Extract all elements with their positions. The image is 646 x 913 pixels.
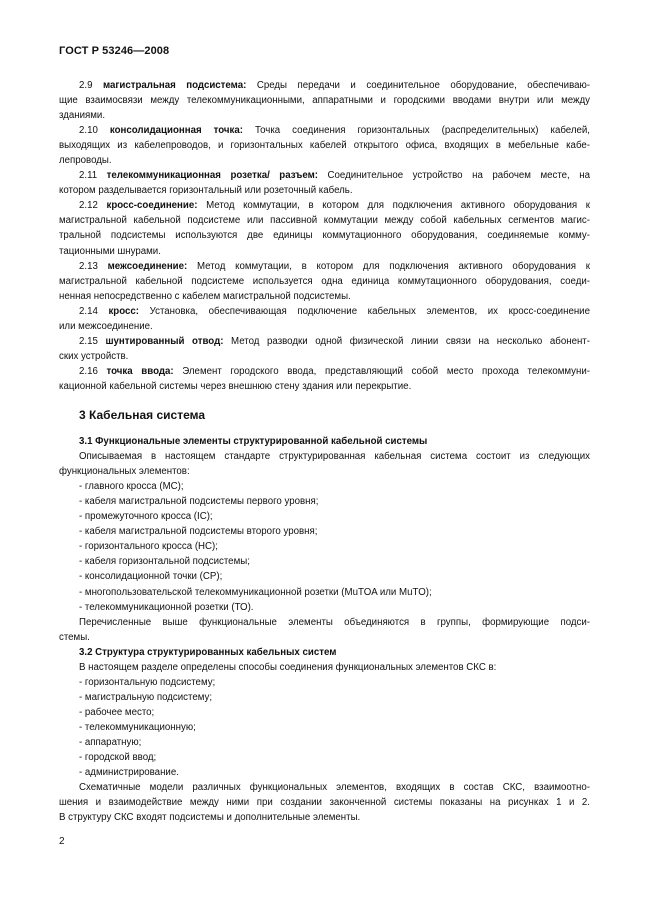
list-item: - промежуточного кросса (IC); bbox=[79, 511, 213, 523]
list-item: - телекоммуникационной розетки (ТО). bbox=[79, 601, 254, 613]
list-item: - горизонтальную подсистему; bbox=[79, 676, 216, 688]
definition-2-13 bbox=[59, 259, 590, 304]
text-line bbox=[59, 379, 590, 394]
list-item: - кабеля магистральной подсистемы второго уровня; bbox=[79, 526, 318, 538]
text-line bbox=[59, 168, 590, 183]
definition-number: 2.9 bbox=[79, 80, 93, 91]
text-line bbox=[59, 810, 590, 825]
definition-term: кросс-соединение: bbox=[106, 200, 198, 212]
line-text: ненная непосредственно с кабелем магистральной подсистемы. bbox=[59, 290, 351, 302]
definition-2-15 bbox=[59, 334, 590, 364]
definition-term: кросс: bbox=[108, 305, 140, 317]
document-header: ГОСТ Р 53246—2008 bbox=[59, 45, 170, 57]
text-line bbox=[59, 364, 590, 379]
text-line bbox=[59, 615, 590, 630]
line-text: Перечисленные выше функциональные элементы объединяются в группы, формирующие подси- bbox=[79, 616, 590, 628]
definition-2-10 bbox=[59, 123, 590, 168]
text-line bbox=[59, 795, 590, 810]
line-text: Описываемая в настоящем стандарте структурированная кабельная система состоит из следующих bbox=[79, 451, 590, 463]
text-line bbox=[59, 198, 590, 213]
text-line bbox=[59, 780, 590, 795]
line-text: Установка, обеспечивающая подключение кабельных элементов, их кросс-соединение bbox=[149, 305, 590, 317]
line-text: или межсоединение. bbox=[59, 320, 153, 332]
line-text: магистральной кабельной подсистеме или пассивной коммутации между собой кабельных сегментов магис- bbox=[59, 215, 590, 227]
text-line bbox=[59, 464, 590, 479]
line-text: Среды передачи и соединительное оборудование, обеспечиваю- bbox=[256, 80, 590, 91]
list-item: - кабеля магистральной подсистемы первого уровня; bbox=[79, 496, 319, 508]
list-item: - кабеля горизонтальной подсистемы; bbox=[79, 556, 250, 568]
definition-term: шунтированный отвод: bbox=[105, 335, 224, 347]
text-line bbox=[59, 349, 590, 364]
text-line bbox=[59, 244, 590, 259]
list-item: - аппаратную; bbox=[79, 736, 142, 748]
line-text: Метод разводки одной физической линии связи на несколько абонент- bbox=[231, 335, 590, 347]
line-text: шения и взаимодействие между ними при создании законченной системы показаны на рисунках 1 и 2. bbox=[59, 797, 590, 809]
text-line bbox=[59, 93, 590, 108]
line-text: лепроводы. bbox=[59, 155, 112, 167]
definition-2-11 bbox=[59, 168, 590, 198]
definition-number: 2.10 bbox=[79, 125, 98, 137]
text-line bbox=[59, 274, 590, 289]
text-line bbox=[59, 449, 590, 464]
line-text: Точка соединения горизонтальных (распределительных) кабелей, bbox=[254, 125, 590, 137]
list-item: - главного кросса (МС); bbox=[79, 481, 184, 493]
definition-term: магистральная подсистема: bbox=[102, 80, 247, 91]
text-line bbox=[59, 259, 590, 274]
line-text: котором разделывается горизонтальный или розеточный кабель. bbox=[59, 185, 353, 197]
line-text: Метод коммутации, в котором для подключения активного оборудования к bbox=[206, 200, 590, 212]
line-text: стемы. bbox=[59, 631, 90, 643]
line-text: Схематичные модели различных функциональных элементов, входящих в состав СКС, взаимоотно- bbox=[79, 782, 590, 794]
text-line bbox=[59, 183, 590, 198]
subsection-3-2-list bbox=[59, 675, 590, 780]
list-item: - консолидационной точки (СР); bbox=[79, 571, 223, 583]
text-line bbox=[59, 228, 590, 243]
text-line bbox=[59, 630, 590, 645]
definition-term: точка ввода: bbox=[106, 365, 174, 377]
text-line bbox=[59, 108, 590, 123]
page-number: 2 bbox=[59, 836, 65, 847]
subsection-3-2-title: 3.2 Структура структурированных кабельных систем bbox=[79, 646, 337, 658]
line-text: щие взаимосвязи между телекоммуникационными, аппаратными и городскими вводами внутри или между bbox=[59, 95, 590, 107]
list-item: - рабочее место; bbox=[79, 706, 155, 718]
list-item: - горизонтального кросса (НС); bbox=[79, 541, 218, 553]
line-text: ских устройств. bbox=[59, 350, 129, 362]
definition-term: межсоединение: bbox=[107, 260, 188, 272]
definition-number: 2.12 bbox=[79, 200, 98, 212]
line-text: тральной подсистемы используются две единицы коммутационного оборудования, соединяемые комму- bbox=[59, 230, 590, 242]
list-item: - телекоммуникационную; bbox=[79, 721, 196, 733]
definition-2-9 bbox=[59, 78, 590, 123]
text-line bbox=[59, 334, 590, 349]
list-item: - многопользовательской телекоммуникационной розетки (MuTOA или MuTO); bbox=[79, 586, 432, 598]
text-line bbox=[59, 319, 590, 334]
subsection-3-2-intro: В настоящем разделе определены способы соединения функциональных элементов СКС в: bbox=[79, 661, 497, 673]
list-item: - администрирование. bbox=[79, 767, 179, 779]
line-text: выходящих из кабелепроводов, и горизонтальных кабелей открытого офиса, входящих в мебельные кабе- bbox=[59, 140, 590, 152]
definition-number: 2.15 bbox=[79, 335, 98, 347]
list-item: - магистральную подсистему; bbox=[79, 691, 213, 703]
subsection-3-1-outro bbox=[59, 615, 590, 645]
subsection-3-2-outro bbox=[59, 780, 590, 825]
definition-number: 2.16 bbox=[79, 365, 98, 377]
line-text: кационной кабельной системы через внешнюю стену здания или перекрытие. bbox=[59, 380, 412, 392]
line-text: Соединительное устройство на рабочем месте, на bbox=[327, 170, 591, 182]
line-text: В структуру СКС входят подсистемы и дополнительные элементы. bbox=[59, 812, 361, 824]
line-text: тационными шнурами. bbox=[59, 245, 161, 257]
subsection-3-1-title: 3.1 Функциональные элементы структурированной кабельной системы bbox=[79, 436, 428, 448]
definition-term: консолидационная точка: bbox=[109, 125, 243, 137]
text-line bbox=[59, 138, 590, 153]
text-line bbox=[59, 304, 590, 319]
definition-2-14 bbox=[59, 304, 590, 334]
text-line bbox=[59, 289, 590, 304]
line-text: Метод коммутации, в котором для подключения активного оборудования к bbox=[196, 260, 591, 272]
text-line bbox=[59, 78, 590, 93]
subsection-3-1-list bbox=[59, 479, 590, 614]
definition-number: 2.13 bbox=[79, 260, 98, 272]
definition-2-16 bbox=[59, 364, 590, 394]
definitions-section bbox=[59, 78, 590, 394]
definition-number: 2.14 bbox=[79, 305, 98, 317]
definition-term: телекоммуникационная розетка/ разъем: bbox=[106, 170, 319, 182]
line-text: Элемент городского ввода, представляющий собой место прохода телекоммуни- bbox=[182, 365, 590, 377]
definition-2-12 bbox=[59, 198, 590, 258]
text-line bbox=[59, 213, 590, 228]
line-text: магистральной кабельной подсистеме используется одна единица коммутационного оборудования, соеди- bbox=[59, 275, 590, 287]
list-item: - городской ввод; bbox=[79, 752, 157, 764]
line-text: функциональных элементов: bbox=[59, 466, 190, 478]
line-text: зданиями. bbox=[59, 110, 106, 122]
text-line bbox=[59, 123, 590, 138]
subsection-3-1-intro bbox=[59, 449, 590, 479]
section-3-title: 3 Кабельная система bbox=[79, 407, 206, 422]
definition-number: 2.11 bbox=[79, 170, 98, 182]
text-line bbox=[59, 153, 590, 168]
document-body bbox=[59, 78, 590, 825]
